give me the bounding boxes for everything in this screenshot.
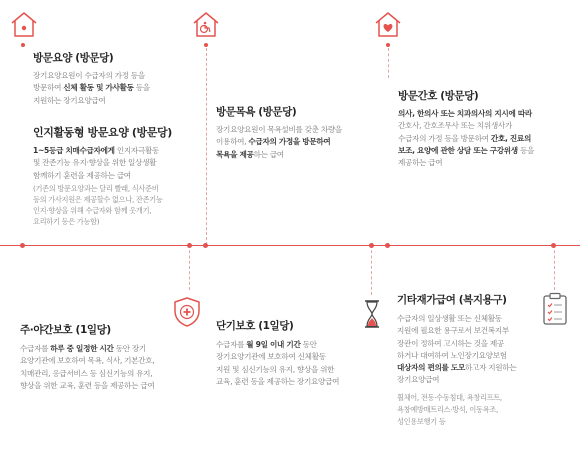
service-bathing — [216, 104, 386, 161]
service-title: 인지활동형 방문요양 (방문당) — [33, 126, 172, 139]
connector-line — [388, 48, 389, 78]
marker-dot — [21, 43, 25, 47]
connector-line — [189, 245, 190, 290]
service-description: 수급자를 하루 중 일정한 시간 동안 장기 요양기관에 보호하여 목욕, 식사, 기본간호, 치매관리, 응급서비스 등 심신기능의 유지, 향상을 위한 교육, 훈련 등을 제공하는 급여 — [20, 344, 155, 390]
service-description: 1~5등급 치매수급자에게 인지자극활동 및 잔존기능 유지·향상을 위한 일상생활 함께하기 훈련을 제공하는 급여 — [33, 146, 160, 180]
timeline-dot — [369, 243, 374, 248]
service-short-term-care — [216, 318, 376, 388]
marker-dot — [386, 43, 390, 47]
service-description: 장기요양요원이 목욕설비를 갖춘 차량을 이용하여, 수급자의 가정을 방문하여 목욕을 제공하는 급여 — [216, 125, 342, 159]
service-description: 의사, 한의사 또는 치과의사의 지시에 따라 간호사, 간호조무사 또는 치위생사가 수급자의 가정 등을 방문하여 간호, 진료의 보조, 요양에 관한 상담 또는 구강위생 등을 제공하는 급여 — [398, 109, 535, 168]
timeline-dot — [20, 243, 25, 248]
house-heart-icon — [372, 10, 404, 38]
connector-line — [206, 48, 207, 245]
service-title: 방문목욕 (방문당) — [216, 106, 297, 118]
service-title: 단기보호 (1일당) — [216, 320, 294, 332]
service-welfare-equipment — [397, 292, 557, 428]
equipment-list: 휠체어, 전동·수동침대, 욕창리프트, 욕창예방매트리스·방석, 이동욕조, 성인용보행기 등 — [397, 392, 502, 426]
service-note: (기존의 방문요양과는 달리 빨래, 식사준비 등의 가사지원은 제공할수 없으나, 잔존기능 인지·향상을 위해 수급자와 함께 옷개기, 요리하기 등은 가능함) — [33, 183, 163, 226]
service-title: 기타재가급여 (복지용구) — [397, 294, 507, 306]
timeline-dot — [203, 243, 208, 248]
timeline-dot — [551, 243, 556, 248]
connector-line — [554, 245, 555, 290]
service-home-care — [33, 50, 193, 107]
timeline-axis — [0, 245, 580, 246]
timeline-dot — [187, 243, 192, 248]
service-day-night-care — [20, 322, 188, 392]
marker-dot — [204, 43, 208, 47]
house-dot-icon — [8, 10, 40, 38]
service-title: 방문요양 (방문당) — [33, 52, 114, 64]
service-description: 장기요양요원이 수급자의 가정 등을 방문하여 신체 활동 및 가사활동 등을 지원하는 장기요양급여 — [33, 71, 150, 105]
timeline-dot — [385, 243, 390, 248]
connector-line — [371, 245, 372, 295]
service-cognitive-care — [33, 124, 198, 227]
house-wheelchair-icon — [190, 10, 222, 38]
service-title: 방문간호 (방문당) — [398, 90, 479, 102]
service-description: 수급자의 일상생활 또는 신체활동 지원에 필요한 용구로서 보건복지부 장관이 정하여 고시하는 것을 제공 하거나 대여하여 노인장기요양보험 대상자의 편의를 도모하고자 지원하는 장기요양급여 — [397, 314, 517, 385]
service-title: 주·야간보호 (1일당) — [20, 324, 111, 336]
service-nursing — [398, 88, 578, 169]
service-description: 수급자를 월 9일 이내 기간 동안 장기요양기관에 보호하여 신체활동 지원 및 심신기능의 유지, 향상을 위한 교육, 훈련 등을 제공하는 장기요양급여 — [216, 340, 340, 386]
